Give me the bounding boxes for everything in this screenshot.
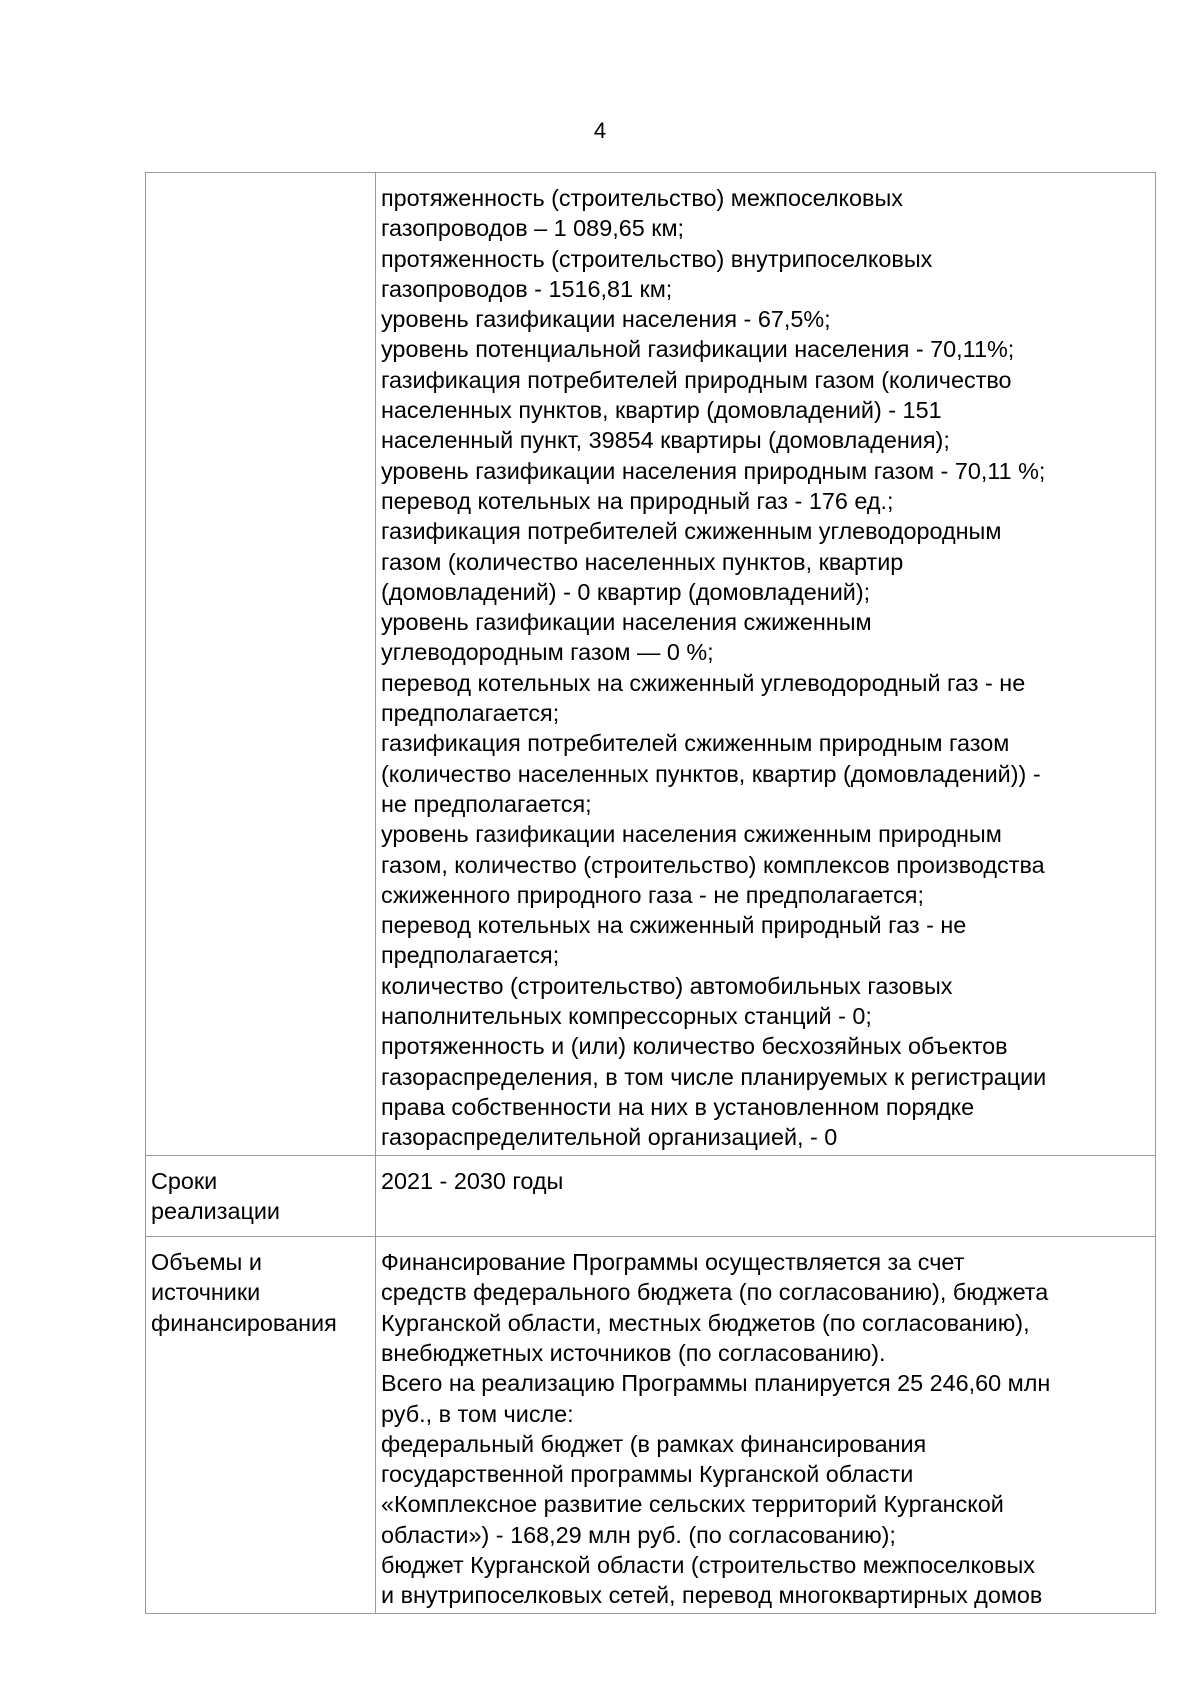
content-line: уровень газификации населения сжиженным xyxy=(381,609,872,636)
content-line: газораспределения, в том числе планируемых к регистрации xyxy=(381,1063,1047,1090)
row-label-cell xyxy=(146,1155,376,1237)
content-line: средств федерального бюджета (по согласованию), бюджета xyxy=(381,1279,1049,1306)
content-line: газопроводов - 1516,81 км; xyxy=(381,275,673,302)
content-line: газом (количество населенных пунктов, квартир xyxy=(381,548,904,575)
content-line: уровень газификации населения природным газом - 70,11 %; xyxy=(381,457,1046,484)
passport-table xyxy=(145,172,1156,1614)
content-line: газификация потребителей сжиженным углеводородным xyxy=(381,518,1002,545)
label-line: Сроки xyxy=(151,1167,218,1194)
content-line: бюджет Курганской области (строительство межпоселковых xyxy=(381,1552,1035,1579)
content-line: перевод котельных на природный газ - 176 ед.; xyxy=(381,487,894,514)
content-line: Всего на реализацию Программы планируется 25 246,60 млн xyxy=(381,1370,1051,1397)
content-line: «Комплексное развитие сельских территорий Курганской xyxy=(381,1491,1004,1518)
content-line: перевод котельных на сжиженный углеводородный газ - не xyxy=(381,669,1026,696)
content-line: руб., в том числе: xyxy=(381,1400,574,1427)
content-line: газификация потребителей сжиженным природным газом xyxy=(381,730,1010,757)
content-line: государственной программы Курганской области xyxy=(381,1461,914,1488)
table-row-indicators xyxy=(146,173,1156,1156)
content-line: газификация потребителей природным газом (количество xyxy=(381,366,1012,393)
label-line: Объемы и xyxy=(151,1249,262,1276)
content-line: сжиженного природного газа - не предполагается; xyxy=(381,881,924,908)
content-line: протяженность (строительство) межпоселковых xyxy=(381,185,903,211)
content-line: предполагается; xyxy=(381,942,560,969)
content-line: внебюджетных источников (по согласованию). xyxy=(381,1339,886,1366)
content-line: протяженность и (или) количество бесхозяйных объектов xyxy=(381,1033,1008,1060)
content-line: и внутрипоселковых сетей, перевод многоквартирных домов xyxy=(381,1582,1043,1609)
content-line: перевод котельных на сжиженный природный газ - не xyxy=(381,912,967,939)
content-line: (количество населенных пунктов, квартир (домовладений)) - xyxy=(381,760,1041,787)
content-line: уровень потенциальной газификации населения - 70,11%; xyxy=(381,336,1015,363)
content-line: углеводородным газом — 0 %; xyxy=(381,639,714,666)
content-line: населенный пункт, 39854 квартиры (домовладения); xyxy=(381,427,950,454)
row-content-cell xyxy=(376,1155,1156,1237)
content-line: Курганской области, местных бюджетов (по согласованию), xyxy=(381,1309,1030,1336)
content-line: области») - 168,29 млн руб. (по согласованию); xyxy=(381,1521,896,1548)
label-line: реализации xyxy=(151,1197,281,1224)
content-line: наполнительных компрессорных станций - 0; xyxy=(381,1003,872,1030)
content-line: не предполагается; xyxy=(381,790,592,817)
table-row-timeline xyxy=(146,1155,1156,1237)
content-line: протяженность (строительство) внутрипоселковых xyxy=(381,245,933,272)
label-line: финансирования xyxy=(151,1309,337,1336)
content-line: населенных пунктов, квартир (домовладений) - 151 xyxy=(381,397,942,424)
content-line: федеральный бюджет (в рамках финансирования xyxy=(381,1430,927,1457)
row-content-cell xyxy=(376,1237,1156,1614)
content-line: уровень газификации населения сжиженным природным xyxy=(381,821,1002,848)
content-line: количество (строительство) автомобильных газовых xyxy=(381,972,953,999)
content-line: 2021 - 2030 годы xyxy=(381,1167,564,1194)
content-line: (домовладений) - 0 квартир (домовладений); xyxy=(381,578,871,605)
content-line: уровень газификации населения - 67,5%; xyxy=(381,306,831,333)
table-row-financing xyxy=(146,1237,1156,1614)
content-line: Финансирование Программы осуществляется за счет xyxy=(381,1249,965,1276)
row-label-cell xyxy=(146,173,376,1156)
row-label-cell xyxy=(146,1237,376,1614)
label-line: источники xyxy=(151,1279,261,1306)
content-line: предполагается; xyxy=(381,700,560,727)
row-content-cell xyxy=(376,173,1156,1156)
content-line: газопроводов – 1 089,65 км; xyxy=(381,215,685,242)
page-number: 4 xyxy=(593,118,607,143)
content-line: газораспределительной организацией, - 0 xyxy=(381,1124,838,1151)
content-line: права собственности на них в установленном порядке xyxy=(381,1093,975,1120)
content-line: газом, количество (строительство) комплексов производства xyxy=(381,851,1045,878)
